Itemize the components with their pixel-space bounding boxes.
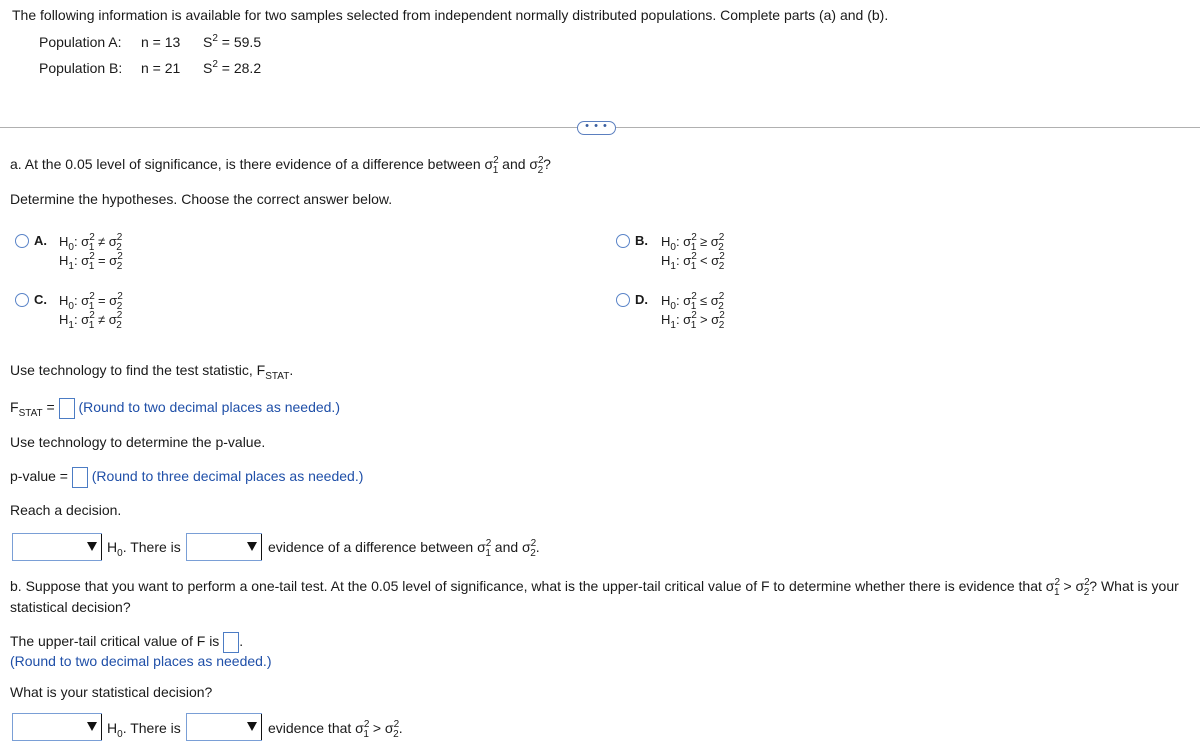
critical-value-hint: (Round to two decimal places as needed.) (10, 653, 272, 669)
h0-decision-dropdown-b[interactable] (12, 713, 102, 741)
population-a-label: Population A: (39, 34, 122, 50)
chevron-down-icon (247, 542, 257, 551)
option-c-radio[interactable] (15, 293, 29, 307)
population-a-variance: $S^2 = 59.5$ (203, 33, 262, 50)
pvalue-instruction: Use technology to determine the p-value. (10, 434, 266, 450)
fstat-hint: (Round to two decimal places as needed.) (78, 399, 340, 416)
decision-a-text: $H_0$. There is (107, 539, 181, 559)
h0-decision-dropdown-a[interactable] (12, 533, 102, 561)
determine-hypotheses-text: Determine the hypotheses. Choose the correct answer below. (10, 191, 393, 207)
part-b-question-line2: statistical decision? (10, 599, 131, 615)
population-b-label: Population B: (39, 60, 123, 76)
more-options-button[interactable]: • • • (577, 121, 616, 135)
pvalue-hint: (Round to three decimal places as needed.) (91, 468, 364, 485)
option-a-radio[interactable] (15, 234, 29, 248)
option-b-hypotheses[interactable]: $H_0$: $\sigma^2_1 \ge \sigma^2_2$ $H_1$: $\sigma^2_1 < \sigma^2_2$ (661, 232, 725, 272)
option-d-hypotheses[interactable]: $H_0$: $\sigma^2_1 \le \sigma^2_2$ $H_1$: $\sigma^2_1 > \sigma^2_2$ (661, 291, 725, 331)
fstat-input[interactable] (59, 398, 75, 419)
population-b-n: n = 21 (141, 60, 181, 76)
fstat-instruction: Use technology to find the test statistic, $F_{STAT}$. (10, 362, 294, 382)
decision-b-text: $H_0$. There is (107, 720, 181, 740)
pvalue-input[interactable] (72, 467, 88, 488)
option-d-letter: D. (635, 292, 648, 307)
population-b-variance: $S^2 = 28.2$ (203, 59, 262, 76)
fstat-row: $F_{STAT}$ = (Round to two decimal places as needed.) (10, 399, 340, 420)
evidence-dropdown-a[interactable] (186, 533, 262, 561)
population-a-n: n = 13 (141, 34, 181, 50)
evidence-dropdown-b[interactable] (186, 713, 262, 741)
intro-text: The following information is available for two samples selected from independent normally distributed populations. Complete parts (a) and (b). (12, 7, 889, 23)
chevron-down-icon (87, 542, 97, 551)
option-c-hypotheses[interactable]: $H_0$: $\sigma^2_1 = \sigma^2_2$ $H_1$: $\sigma^2_1 \ne \sigma^2_2$ (59, 291, 123, 331)
chevron-down-icon (87, 722, 97, 731)
decision-a-suffix: evidence of a difference between $\sigma^2_1$ and $\sigma^2_2$. (268, 538, 540, 559)
option-b-radio[interactable] (616, 234, 630, 248)
option-c-letter: C. (34, 292, 47, 307)
statistical-decision-question: What is your statistical decision? (10, 684, 213, 700)
option-a-letter: A. (34, 233, 47, 248)
decision-b-suffix: evidence that $\sigma^2_1 > \sigma^2_2$. (268, 719, 403, 740)
part-b-question: b. Suppose that you want to perform a one-tail test. At the 0.05 level of significance, what is the upper-tail critical value of F to determine whether there is evidence that $\sigma^2_1 > \sigma^2_2$? What is your (10, 577, 1179, 598)
critical-value-row: The upper-tail critical value of F is . (10, 632, 243, 653)
chevron-down-icon (247, 722, 257, 731)
option-d-radio[interactable] (616, 293, 630, 307)
pvalue-row: p-value = (Round to three decimal places as needed.) (10, 467, 363, 488)
option-b-letter: B. (635, 233, 648, 248)
reach-decision-text: Reach a decision. (10, 502, 122, 518)
critical-value-input[interactable] (223, 632, 239, 653)
part-a-question: a. At the 0.05 level of significance, is there evidence of a difference between $\sigma^2_1$ and $\sigma^2_2$? (10, 155, 551, 176)
option-a-hypotheses[interactable]: $H_0$: $\sigma^2_1 \ne \sigma^2_2$ $H_1$: $\sigma^2_1 = \sigma^2_2$ (59, 232, 123, 272)
